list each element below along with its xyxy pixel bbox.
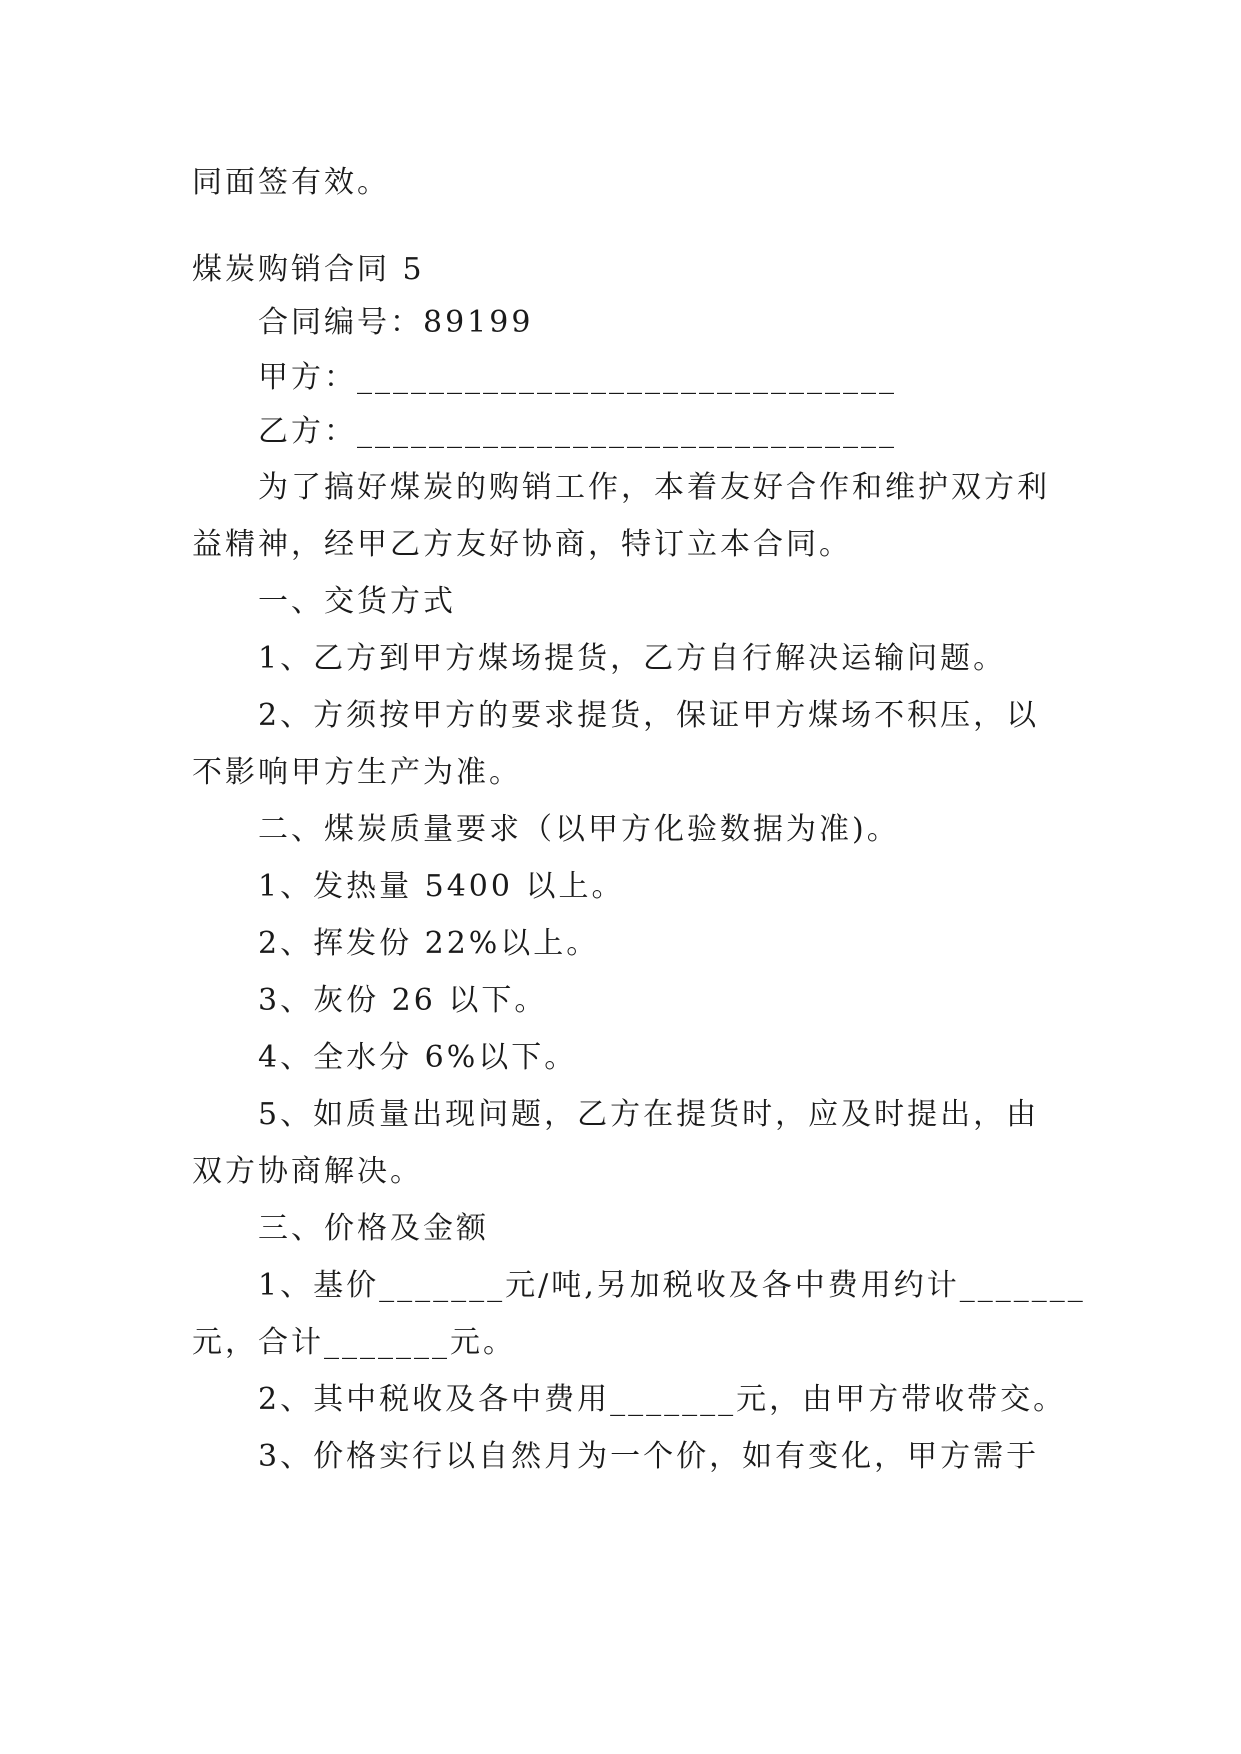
- clause-item: 5、如质量出现问题，乙方在提货时，应及时提出，由: [258, 1097, 1040, 1132]
- clause-item: 1、发热量 5400 以上。: [258, 869, 625, 904]
- clause-item-continued: 元，合计_______元。: [192, 1325, 516, 1360]
- clause-item-continued: 不影响甲方生产为准。: [192, 755, 522, 790]
- clause-item: 1、乙方到甲方煤场提货，乙方自行解决运输问题。: [258, 641, 1007, 676]
- clause-item: 2、方须按甲方的要求提货，保证甲方煤场不积压，以: [258, 698, 1040, 733]
- clause-item: 4、全水分 6%以下。: [258, 1040, 578, 1075]
- paragraph-line: 为了搞好煤炭的购销工作，本着友好合作和维护双方利: [258, 470, 1050, 505]
- party-b-line: 乙方：______________________________: [258, 414, 897, 449]
- section-title: 煤炭购销合同 5: [192, 252, 425, 287]
- clause-item: 2、其中税收及各中费用_______元，由甲方带收带交。: [258, 1382, 1067, 1417]
- clause-item: 3、灰份 26 以下。: [258, 983, 548, 1018]
- text-line: 同面签有效。: [192, 165, 390, 200]
- clause-item: 1、基价_______元/吨,另加税收及各中费用约计_______: [258, 1268, 1086, 1303]
- clause-item: 3、价格实行以自然月为一个价，如有变化，甲方需于: [258, 1439, 1040, 1474]
- contract-number: 合同编号：89199: [258, 305, 534, 340]
- clause-heading: 一、交货方式: [258, 584, 456, 619]
- clause-item: 2、挥发份 22%以上。: [258, 926, 600, 961]
- clause-item-continued: 双方协商解决。: [192, 1154, 423, 1189]
- clause-heading: 三、价格及金额: [258, 1211, 489, 1246]
- clause-heading: 二、煤炭质量要求（以甲方化验数据为准)。: [258, 812, 900, 847]
- paragraph-line: 益精神，经甲乙方友好协商，特订立本合同。: [192, 527, 852, 562]
- party-a-line: 甲方：______________________________: [258, 360, 897, 395]
